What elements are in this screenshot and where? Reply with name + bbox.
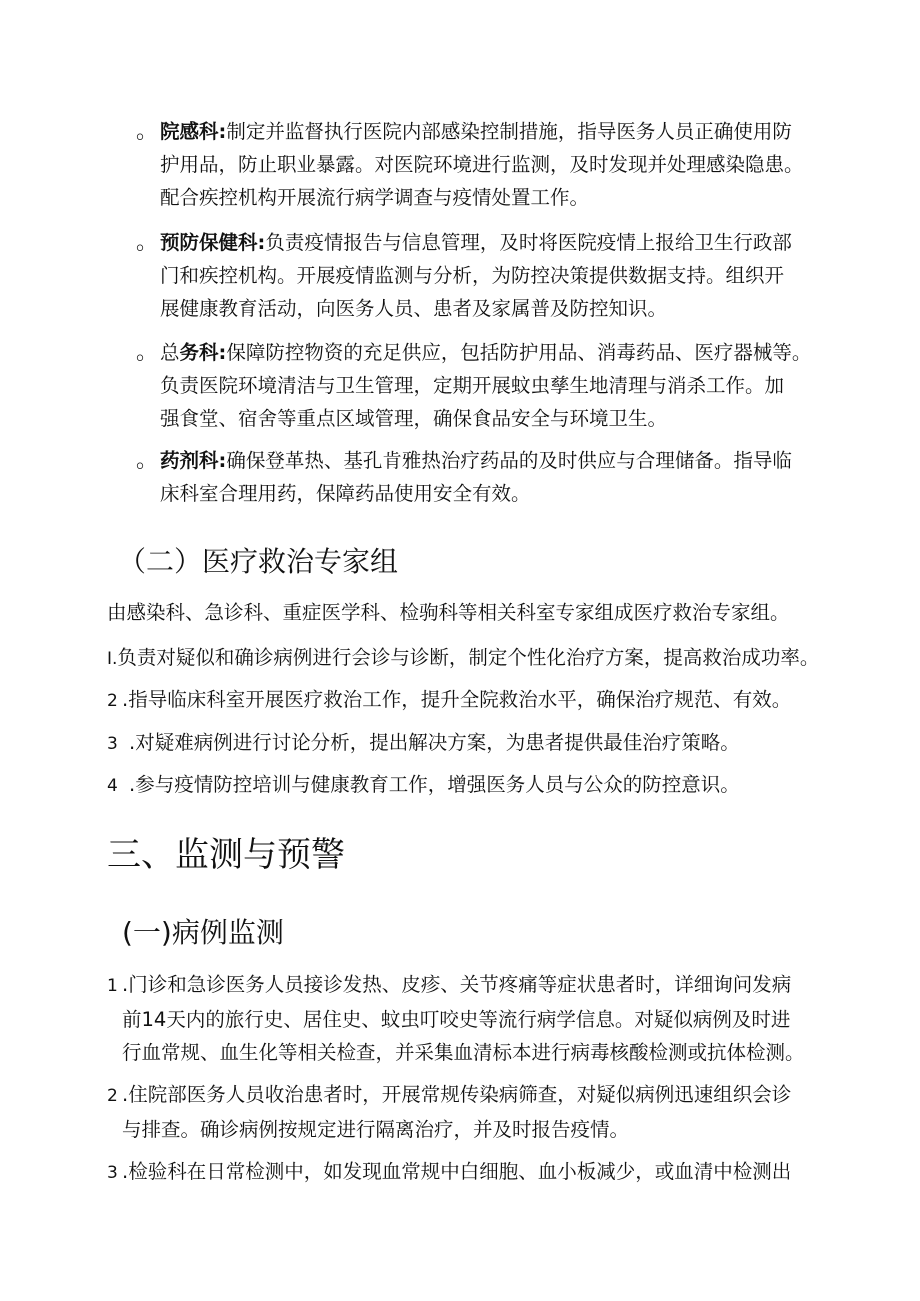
expert-list-item <box>107 768 827 803</box>
dept-text-line: 负责医院环境清洁与卫生管理，定期开展蚊虫孳生地清理与消杀工作。加 <box>160 374 785 397</box>
dept-item-infection-control <box>136 115 820 214</box>
section-heading-expert-group: （二）医疗救治专家组 <box>118 545 399 578</box>
bullet-dot: 。 <box>136 448 159 473</box>
monitor-list-item <box>107 1078 827 1146</box>
dept-item-general-affairs <box>136 336 820 435</box>
dept-text-line: 配合疾控机构开展流行病学调查与疫情处置工作。 <box>160 186 590 209</box>
expert-list-item <box>107 726 827 761</box>
list-text-line: 前14天内的旅行史、居住史、蚊虫叮咬史等流行病学信息。对疑似病例及时进 <box>122 1008 791 1031</box>
bullet-dot: 。 <box>136 230 159 255</box>
section-heading-monitoring: 三、监测与预警 <box>107 835 345 875</box>
list-number: 1 <box>107 976 118 996</box>
dept-name: 药剂科 <box>160 449 219 472</box>
list-number: 3 <box>107 734 118 754</box>
bullet-dot: 。 <box>136 119 159 144</box>
list-number: 2 <box>107 691 118 711</box>
dept-text-line: 床科室合理用药，保障药品使用安全有效。 <box>160 482 531 505</box>
dept-text-line: 确保登革热、基孔肯雅热治疗药品的及时供应与合理储备。指导临 <box>226 449 792 472</box>
dept-name: 务科 <box>179 341 219 364</box>
dept-text-line: 负责疫情报告与信息管理，及时将医院疫情上报给卫生行政部 <box>265 231 792 254</box>
list-text-line: 与排查。确诊病例按规定进行隔离治疗，并及时报告疫情。 <box>122 1118 630 1141</box>
dept-name: 院感科 <box>160 120 219 143</box>
dept-sep: : <box>218 120 227 143</box>
bullet-dot: 。 <box>136 340 159 365</box>
list-text-line: .住院部医务人员收治患者时，开展常规传染病筛查，对疑似病例迅速组织会诊 <box>122 1083 792 1106</box>
dept-text-line: 制定并监督执行医院内部感染控制措施，指导医务人员正确使用防 <box>226 120 792 143</box>
expert-list-item <box>107 641 827 676</box>
subsection-heading-case-monitoring: (一)病例监测 <box>122 916 284 949</box>
dept-sep: : <box>257 231 266 254</box>
dept-sep: : <box>218 449 227 472</box>
dept-item-pharmacy <box>136 444 820 510</box>
list-text-line: 行血常规、血生化等相关检查，并采集血清标本进行病毒核酸检测或抗体检测。 <box>122 1041 805 1064</box>
list-text: 负责对疑似和确诊病例进行会诊与诊断，制定个性化治疗方案，提高救治成功率。 <box>117 646 820 669</box>
monitor-list-item <box>107 1155 827 1190</box>
list-text: .对疑难病例进行讨论分析，提出解决方案，为患者提供最佳治疗策略。 <box>129 731 740 754</box>
monitor-list-item <box>107 968 827 1069</box>
dept-prefix: 总 <box>160 341 180 364</box>
dept-sep: : <box>218 341 227 364</box>
list-number: 2 <box>107 1086 118 1106</box>
dept-item-preventive-health <box>136 226 820 325</box>
list-text-line: .门诊和急诊医务人员接诊发热、皮疹、关节疼痛等症状患者时，详细询问发病 <box>122 973 792 996</box>
list-text-line: .检验科在日常检测中，如发现血常规中白细胞、血小板减少，或血清中检测出 <box>122 1160 792 1183</box>
list-number: I. <box>107 649 118 669</box>
dept-text-line: 保障防控物资的充足供应，包括防护用品、消毒药品、医疗器械等。 <box>226 341 812 364</box>
dept-text-line: 门和疾控机构。开展疫情监测与分析，为防控决策提供数据支持。组织开 <box>160 264 785 287</box>
list-text: .参与疫情防控培训与健康教育工作，增强医务人员与公众的防控意识。 <box>129 773 740 796</box>
expert-list-item <box>107 683 827 718</box>
list-number: 4 <box>107 776 118 796</box>
list-number: 3 <box>107 1163 118 1183</box>
list-text: .指导临床科室开展医疗救治工作，提升全院救治水平，确保治疗规范、有效。 <box>122 688 792 711</box>
dept-text-line: 强食堂、宿舍等重点区域管理，确保食品安全与环境卫生。 <box>160 407 668 430</box>
dept-name: 预防保健科 <box>160 231 258 254</box>
dept-text-line: 展健康教育活动，向医务人员、患者及家属普及防控知识。 <box>160 297 668 320</box>
expert-intro: 由感染科、急诊科、重症医学科、检驹科等相关科室专家组成医疗救治专家组。 <box>107 601 790 624</box>
dept-text-line: 护用品，防止职业暴露。对医院环境进行监测，及时发现并处理感染隐患。 <box>160 153 804 176</box>
